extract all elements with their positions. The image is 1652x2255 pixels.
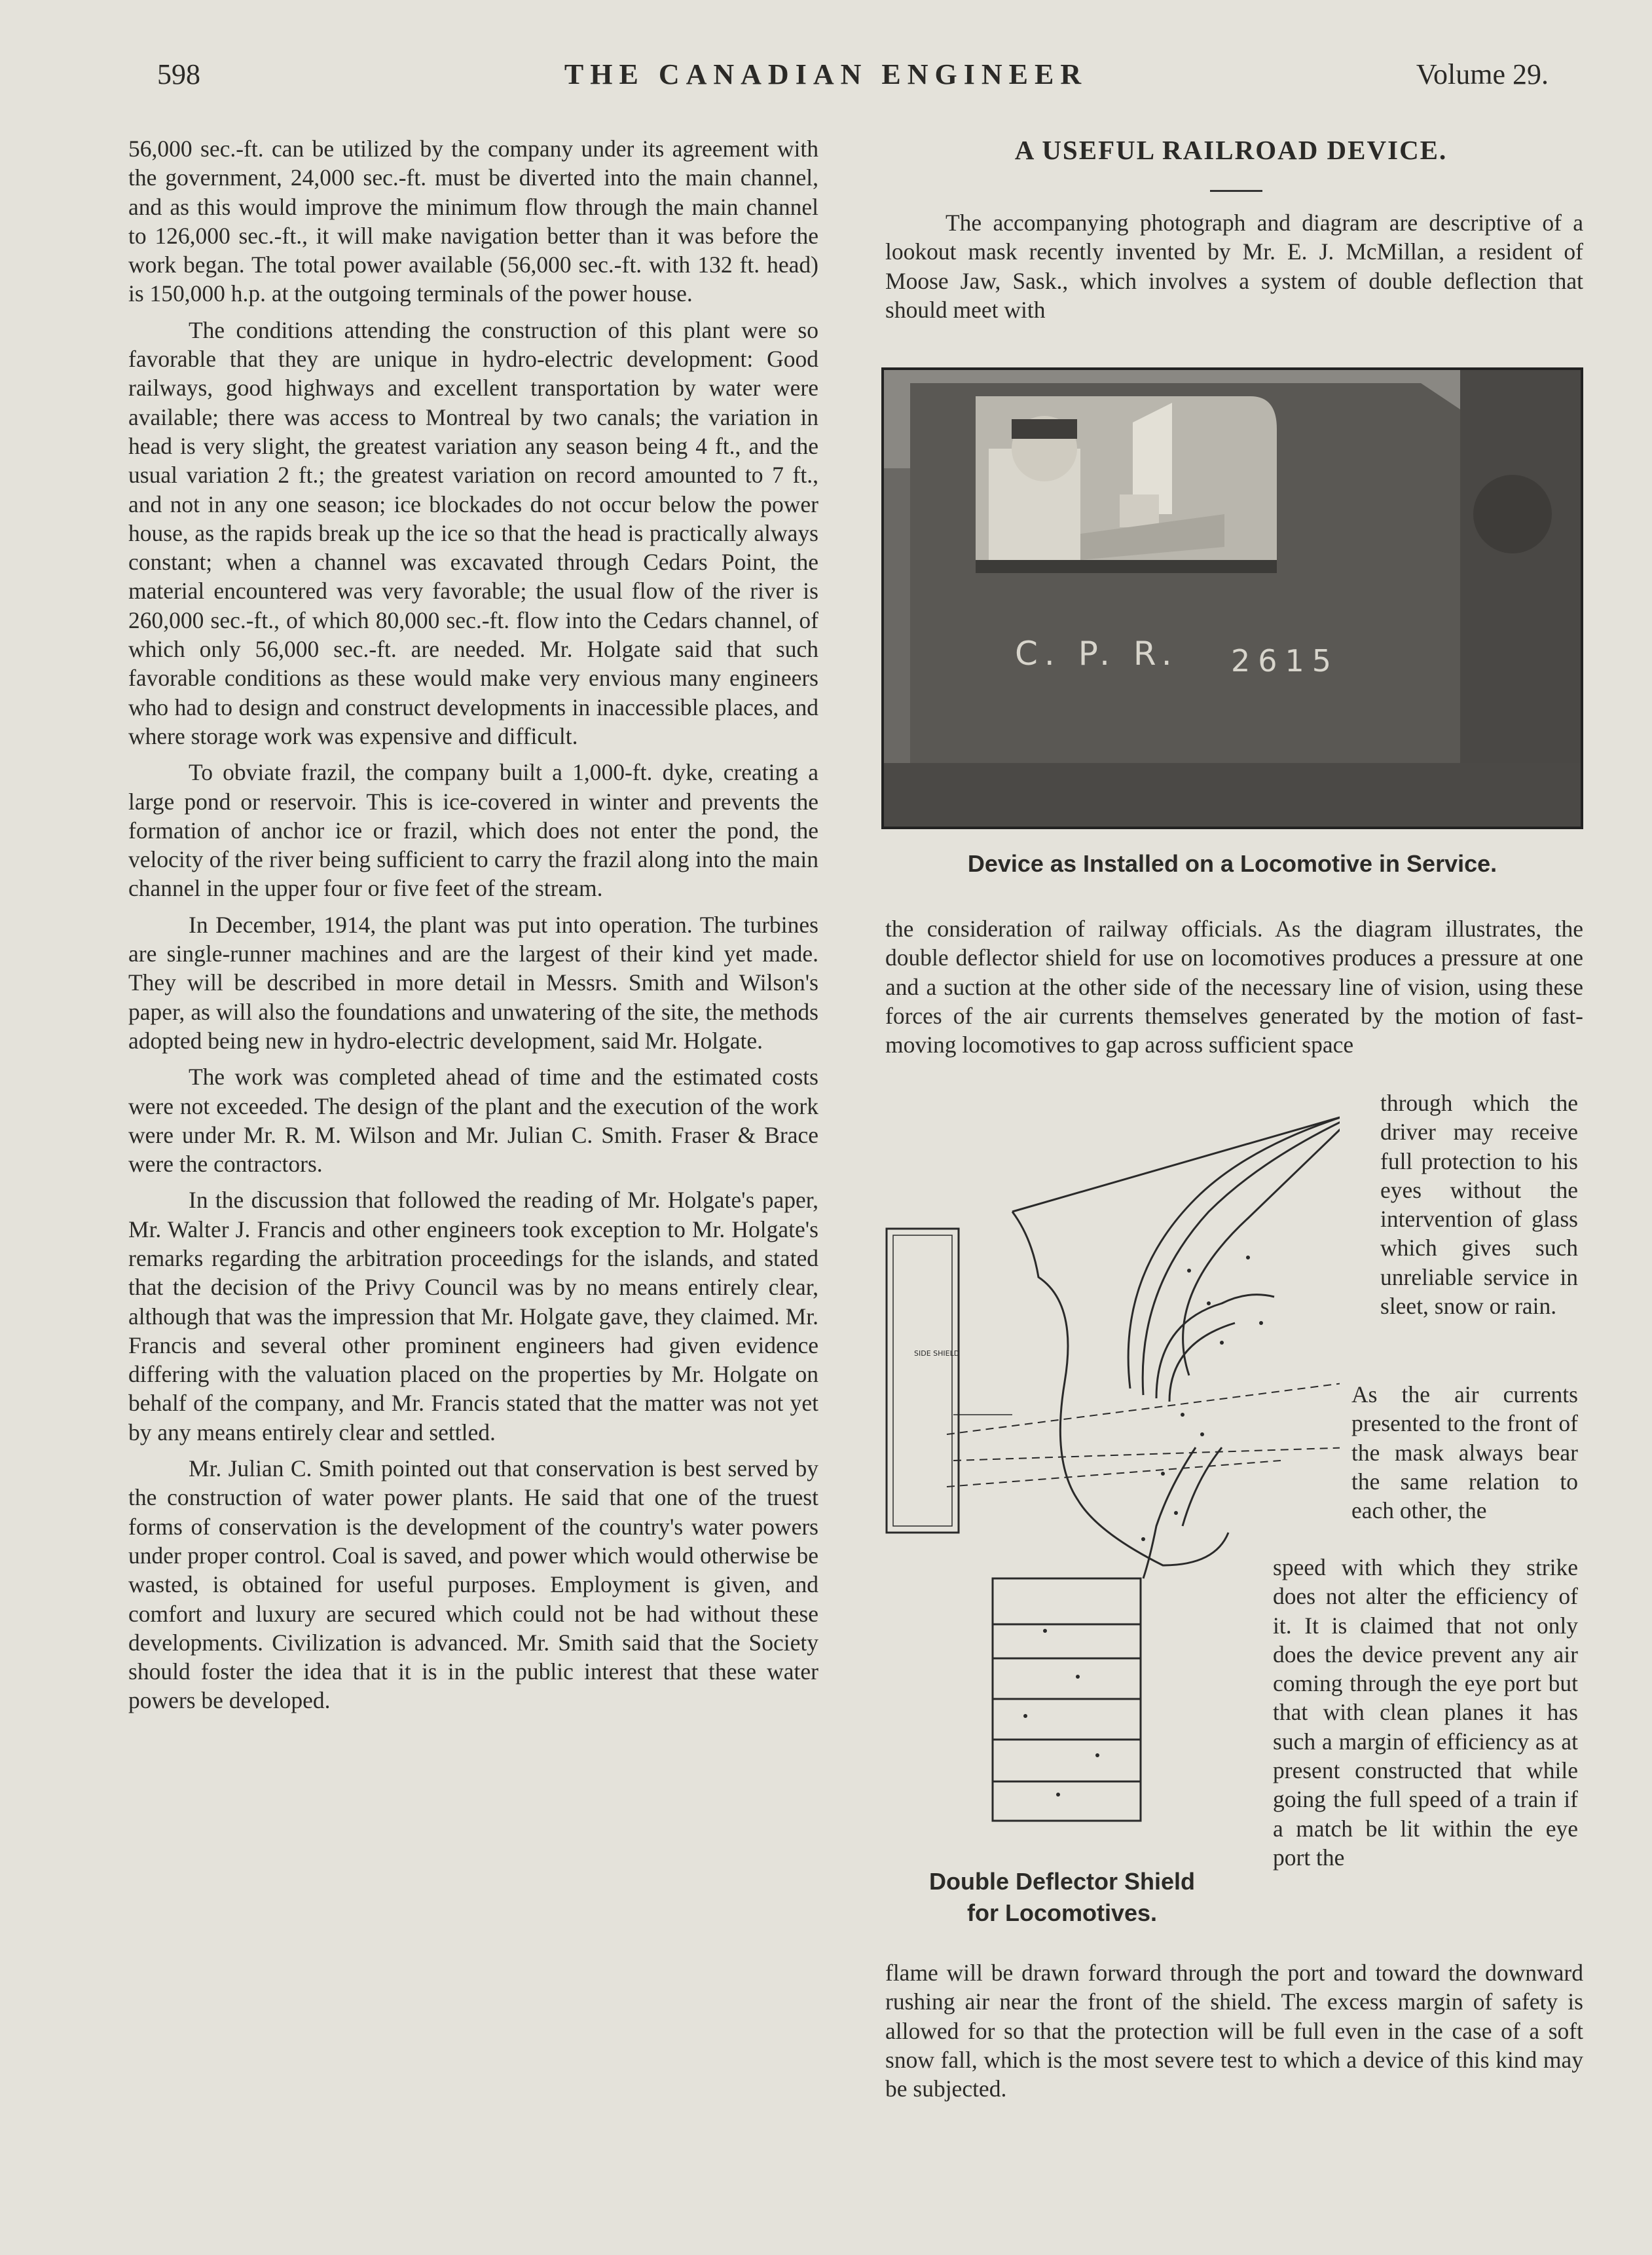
side-shield-label: SIDE SHIELD xyxy=(914,1349,960,1358)
deflector-shield-drawing xyxy=(881,1107,1340,1867)
paragraph: To obviate frazil, the company built a 1,000-ft. dyke, creating a large pond or reservoir. This is ice-covered in winter and prevents the formation of anchor ice or frazil, which does not enter the pond, the velocity of the river being sufficient to carry the frazil along into the main channel in the upper four or five feet of the stream. xyxy=(128,759,818,902)
cab-lettering: C. P. R. xyxy=(1015,635,1179,673)
diagram-caption-line: Double Deflector Shield xyxy=(928,1868,1196,1895)
title-rule xyxy=(1210,190,1262,192)
locomotive-photo xyxy=(881,367,1583,829)
paragraph: As the air currents presented to the front of the mask always bear the same relation to each other, the xyxy=(1351,1381,1578,1524)
locomotive-photo-drawing xyxy=(884,370,1581,827)
paragraph: In the discussion that followed the reading of Mr. Holgate's paper, Mr. Walter J. Francis and other engineers took exception to Mr. Holgate's remarks regarding the arbitration proceedings for the islands, and stated that the decision of the Privy Council was by no means entirely clear, although that was the impression that Mr. Holgate gave, they claimed. Mr. Francis and several other prominent engineers had given evidence differing with the valuation placed on the properties by Mr. Holgate on behalf of the company, and Mr. Francis stated that the matter was not yet by any means entirely clear and settled. xyxy=(128,1187,818,1445)
paragraph: speed with which they strike does not alter the efficiency of it. It is claimed that not only does the device prevent any air coming through the eye port but that with clean planes it has such a margin of efficiency as at present constructed that while going the full speed of a train if a match be lit within the eye port the xyxy=(1273,1554,1578,1871)
paragraph: flame will be drawn forward through the port and toward the downward rushing air near the front of the shield. The excess margin of safety is allowed for so that the protection will be full even in the case of a soft snow fall, which is the most severe test to which a device of this kind may be subjected. xyxy=(885,1960,1583,2102)
left-column xyxy=(128,134,818,1723)
deflector-shield-diagram xyxy=(881,1107,1340,1867)
running-head xyxy=(0,58,1652,97)
photo-caption: Device as Installed on a Locomotive in Service. xyxy=(967,850,1497,877)
paragraph: In December, 1914, the plant was put into operation. The turbines are single-runner machines and are the largest of their kind yet made. They will be described in more detail in Messrs. Smith and Wilson's paper, as will also the foundations and unwatering of the site, the methods adopted being new in hydro-electric development, said Mr. Holgate. xyxy=(128,911,818,1054)
page-number: 598 xyxy=(157,58,200,90)
journal-title: THE CANADIAN ENGINEER xyxy=(564,58,1088,90)
paragraph: Mr. Julian C. Smith pointed out that conservation is best served by the construction of water power plants. He said that one of the truest forms of conservation is the development of the country's water powers under proper control. Coal is saved, and power which would otherwise be wasted, is obtained for useful purposes. Employment is given, and comfort and luxury are secured which could not be had without these developments. Civilization is advanced. Mr. Smith said that the Society should foster the idea that it is in the public interest that these water powers be developed. xyxy=(128,1455,818,1714)
volume-label: Volume 29. xyxy=(1416,58,1549,90)
paragraph: The conditions attending the construction of this plant were so favorable that they are unique in hydro-electric development: Good railways, good highways and excellent transportation by water were available; there was access to Montreal by two canals; the variation in head is very slight, the greatest variation any season being 4 ft., and the usual variation 2 ft.; the greatest variation on record amounted to 7 ft., and not in any one season; ice blockades do not occur below the power house, as the rapids break up the ice so that the head is practically always constant; when a channel was excavated through Cedars Point, the material encountered was very favorable; the usual flow of the river is 260,000 sec.-ft., of which 80,000 sec.-ft. flow into the Cedars channel, of which only 56,000 sec.-ft. are needed. Mr. Holgate said that such favorable conditions as these would make very envious many engineers who had to design and construct developments in inaccessible places, and where storage work was expensive and difficult. xyxy=(128,316,818,749)
intro-paragraph: The accompanying photograph and diagram are descriptive of a lookout mask recently invented by Mr. E. J. McMillan, a resident of Moose Jaw, Sask., which involves a system of double deflection that should meet with xyxy=(885,210,1583,323)
paragraph: The work was completed ahead of time and the estimated costs were not exceeded. The design of the plant and the execution of the work were under Mr. R. M. Wilson and Mr. Julian C. Smith. Fraser & Brace were the contractors. xyxy=(128,1064,818,1178)
paragraph: the consideration of railway officials. As the diagram illustrates, the double deflector shield for use on locomotives produces a pressure at one and a suction at the other side of the necessary line of vision, using these forces of the air currents themselves generated by the motion of fast-moving locomotives to gap across sufficient space xyxy=(885,916,1583,1058)
diagram-caption xyxy=(898,1866,1226,1929)
diagram-caption-line: for Locomotives. xyxy=(966,1899,1158,1926)
article-title: A USEFUL RAILROAD DEVICE. xyxy=(1014,135,1448,165)
engine-number: 2615 xyxy=(1231,643,1340,679)
paragraph: 56,000 sec.-ft. can be utilized by the company under its agreement with the government, 24,000 sec.-ft. must be diverted into the main channel, and as this would improve the minimum flow through the main channel to 126,000 sec.-ft., it will make navigation better than it was before the work began. The total power available (56,000 sec.-ft. with 132 ft. head) is 150,000 h.p. at the outgoing terminals of the power house. xyxy=(128,136,818,307)
article-intro xyxy=(885,208,1583,324)
paragraph: through which the driver may receive full protection to his eyes without the intervention of glass which gives such unreliable service in sleet, snow or rain. xyxy=(1380,1090,1578,1320)
